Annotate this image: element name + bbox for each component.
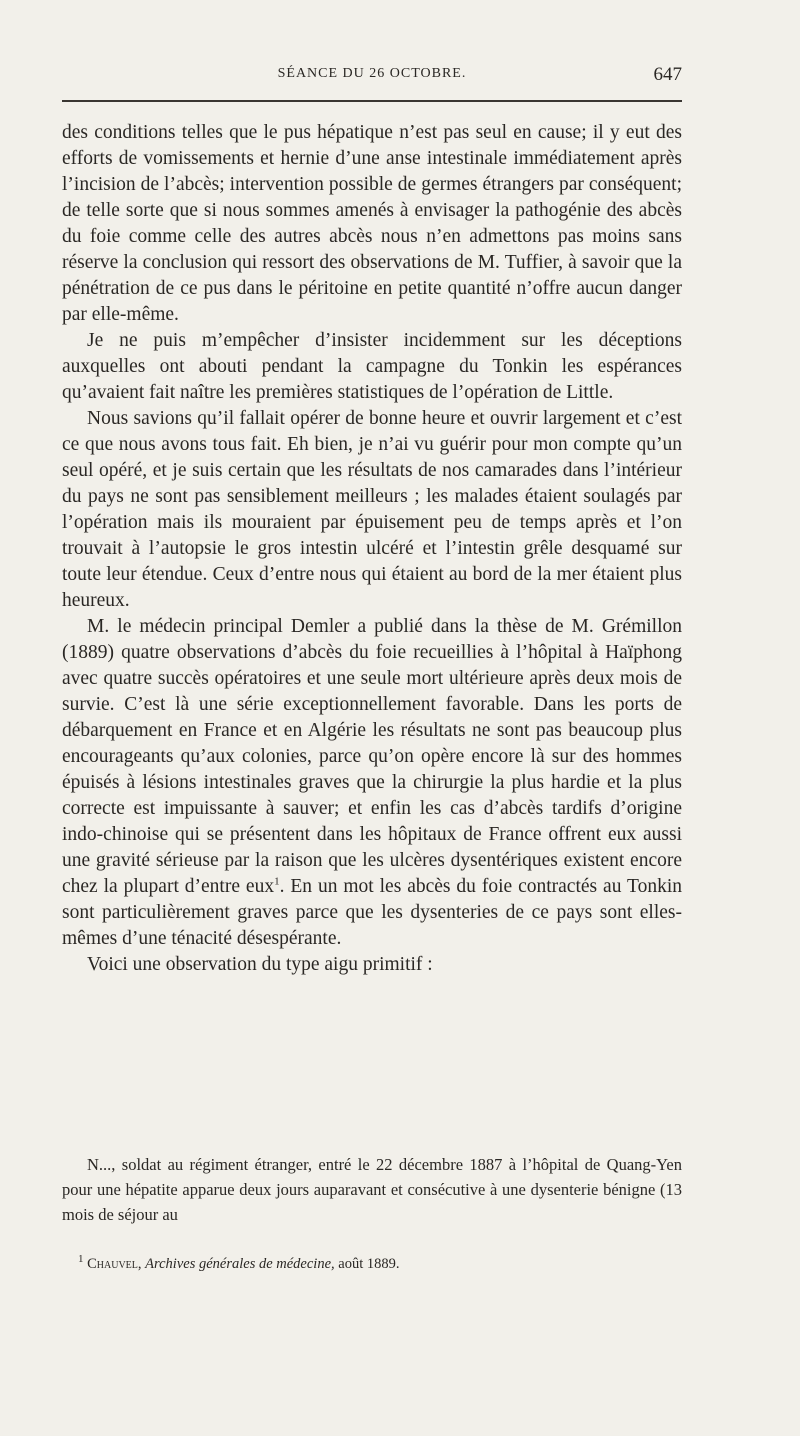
footnote-mark: 1	[78, 1253, 84, 1266]
page-number: 647	[653, 64, 682, 85]
footnote-date: août 1889.	[338, 1256, 400, 1272]
paragraph-2: Je ne puis m’empêcher d’insister incidemment sur les déceptions auxquelles ont abouti pendant la campagne du Tonkin les espérances qu’avaient fait naître les premières statistiques de l’opération de Little.	[62, 330, 682, 403]
paragraph-3: Nous savions qu’il fallait opérer de bonne heure et ouvrir largement et c’est ce que nous avons tous fait. Eh bien, je n’ai vu guérir pour mon compte qu’un seul opéré, et je suis certain que les résultats de nos camarades dans l’intérieur du pays ne sont pas sensiblement meilleurs ; les malades étaient soulagés par l’opération mais ils mouraient par épuisement peu de temps après et l’on trouvait à l’autopsie le gros intestin ulcéré et l’intestin grêle desquamé sur toute leur étendue. Ceux d’entre nous qui étaient au bord de la mer étaient plus heureux.	[62, 408, 682, 611]
footnote-author: Chauvel,	[87, 1256, 142, 1272]
paragraph-1: des conditions telles que le pus hépatique n’est pas seul en cause; il y eut des efforts de vomissements et hernie d’une anse intestinale immédiatement après l’incision de l’abcès; intervention possible de germes étrangers par conséquent; de telle sorte que si nous sommes amenés à envisager la pathogénie des abcès du foie comme celle des autres abcès nous n’en admettons pas moins sans réserve la conclusion qui ressort des observations de M. Tuffier, à savoir que la pénétration de ce pus dans le péritoine en petite quantité n’offre aucun danger par elle-même.	[62, 122, 682, 325]
header-rule	[62, 100, 682, 102]
paragraph-4	[62, 614, 682, 952]
main-text	[62, 120, 682, 978]
paragraph-5: Voici une observation du type aigu primitif :	[87, 954, 433, 975]
paragraph-4-part-2: . En un mot les abcès du foie contractés au Tonkin sont particulièrement graves parce que les dysenteries de ce pays sont elles-mêmes d’une ténacité désespérante.	[62, 876, 682, 949]
observation-text: N..., soldat au régiment étranger, entré le 22 décembre 1887 à l’hôpital de Quang-Yen pour une hépatite apparue deux jours auparavant et consécutive à une dysenterie bénigne (13 mois de séjour au	[62, 1155, 682, 1224]
page-header	[62, 66, 682, 92]
paragraph-4-part-1: M. le médecin principal Demler a publié dans la thèse de M. Grémillon (1889) quatre observations d’abcès du foie recueillies à l’hôpital à Haïphong avec quatre succès opératoires et une seule mort ultérieure après deux mois de survie. C’est là une série exceptionnellement favorable. Dans les ports de débarquement en France et en Algérie les résultats ne sont pas beaucoup plus encourageants qu’aux colonies, parce qu’on opère encore là sur des hommes épuisés à lésions intestinales graves que la chirurgie la plus hardie et la plus correcte est impuissante à sauver; et enfin les cas d’abcès tardifs d’origine indo-chinoise qui se présentent dans les hôpitaux de France offrent eux aussi une gravité sérieuse par la raison que les ulcères dysentériques existent encore chez la plupart d’entre eux	[62, 616, 682, 897]
footnote	[78, 1254, 678, 1274]
footnote-reference: 1	[274, 875, 280, 888]
footnote-journal: Archives générales de médecine,	[145, 1256, 335, 1272]
running-title: SÉANCE DU 26 OCTOBRE.	[277, 66, 467, 81]
